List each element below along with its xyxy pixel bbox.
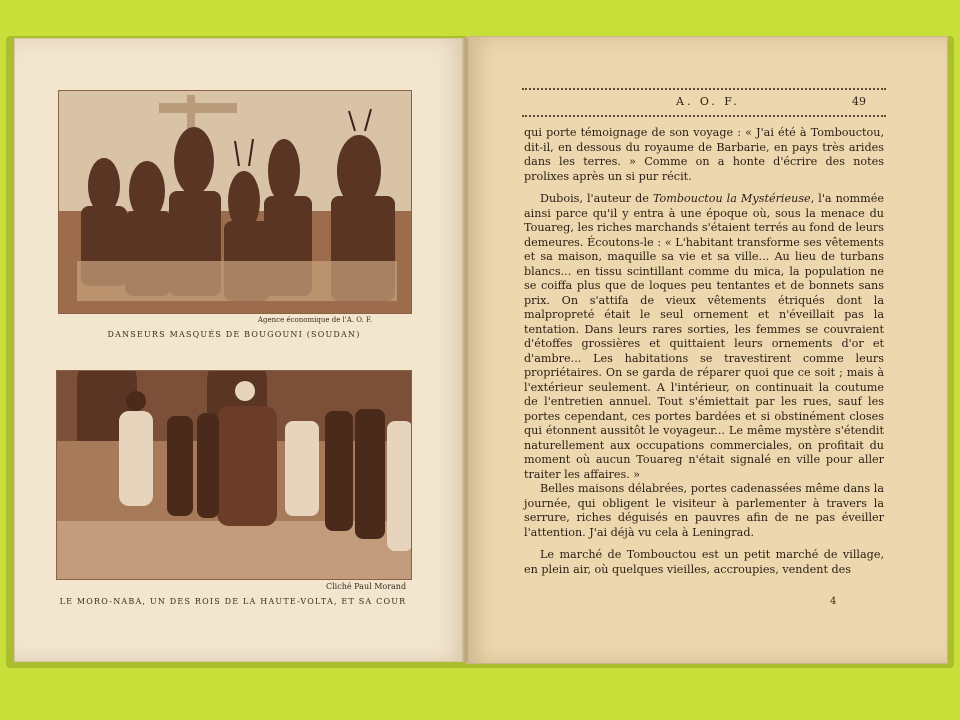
photo-moro-naba bbox=[56, 370, 412, 580]
photo-bottom-caption: LE MORO-NABA, UN DES ROIS DE LA HAUTE-VOLTA, ET SA COUR bbox=[59, 597, 407, 606]
paragraph-4: Le marché de Tombouctou est un petit marché de village, en plein air, où quelques vieilles, accroupies, vendent des bbox=[524, 548, 884, 576]
paragraph-2: Dubois, l'auteur de Tombouctou la Mystérieuse, l'a nommée ainsi parce qu'il y entra à une époque où, sous la menace du Touareg, les riches marchands s'étaient terrés au fond de leurs demeures. Écoutons-le : « L'habitant transforme ses vêtements et sa maison, maquille sa vie et sa ville... Au lieu de turbans blancs... en tissu scintillant comme du mica, la population ne se coiffa plus que de loques peu tentantes et de bonnets sans prix. On s'attifa de vieux vêtements étriqués dont la malpropreté était le seul ornement et n'éveillait pas la tentation. Dans leurs rares sorties, les femmes se couvraient d'étoffes grossières et quittaient leurs ornements d'or et d'ambre... Les habitations se travestirent comme leurs propriétaires. On se garda de réparer quoi que ce soit ; mais à l'extérieur seulement. A l'intérieur, on continuait la coutume de l'entretien annuel. Tout s'émiettait par les rues, sauf les portes cependant, ces portes bardées et si obstinément closes qui étonnent aussitôt le voyageur... Le même mystère s'étendit naturellement aux occupations commerciales, on profitait du moment où aucun Touareg n'était signalé en ville pour aller traiter les affaires. » bbox=[524, 192, 884, 481]
body-text bbox=[524, 126, 884, 577]
moro-naba-illustration bbox=[57, 371, 411, 579]
header-rule-bottom bbox=[522, 115, 886, 117]
paragraph-1: qui porte témoignage de son voyage : « J'ai été à Tombouctou, dit-il, en dessous du royaume de Barbarie, en pays très arides dans les terres. » Comme on a honte d'écrire des notes prolixes après un si pur récit. bbox=[524, 126, 884, 183]
photo-masked-dancers bbox=[58, 90, 412, 314]
page-number: 49 bbox=[852, 95, 866, 108]
photo-top-credit: Agence économique de l'A. O. F. bbox=[258, 316, 372, 324]
book-title-italic: Tombouctou la Mystérieuse bbox=[652, 192, 811, 205]
paragraph-3: Belles maisons délabrées, portes cadenassées même dans la journée, qui obligent le visiteur à parlementer à travers la serrure, riches déguisés en pauvres afin de ne pas éveiller l'attention. J'ai déjà vu cela à Leningrad. bbox=[524, 482, 884, 539]
masked-dancers-illustration bbox=[59, 91, 411, 313]
book-gutter bbox=[462, 38, 470, 662]
header-rule-top bbox=[522, 88, 886, 90]
running-head: A. O. F. bbox=[676, 95, 740, 108]
photo-bottom-credit: Cliché Paul Morand bbox=[326, 582, 407, 591]
signature-mark: 4 bbox=[830, 596, 837, 607]
photo-top-caption: DANSEURS MASQUÉS DE BOUGOUNI (SOUDAN) bbox=[107, 330, 361, 339]
